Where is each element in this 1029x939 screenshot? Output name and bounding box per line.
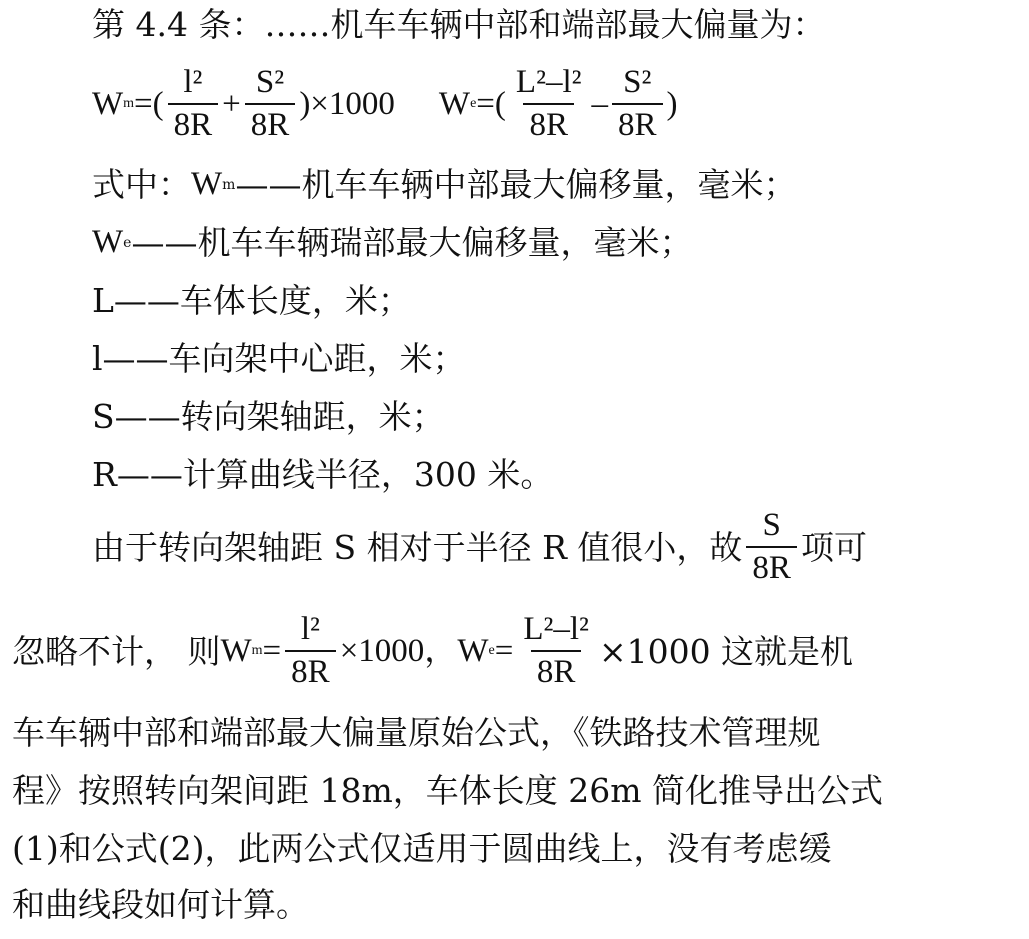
wm-subscript: m bbox=[123, 96, 135, 111]
simplified-wm-den: 8R bbox=[285, 650, 336, 689]
wm-fraction-2-num: S² bbox=[255, 64, 285, 100]
we-tail: ) bbox=[666, 85, 678, 122]
simplified-we-tail: ×1000 这就是机 bbox=[598, 631, 854, 671]
explanation-line-6 bbox=[12, 885, 309, 924]
we-fraction-2-den: 8R bbox=[612, 103, 663, 142]
definition-R bbox=[92, 455, 554, 494]
wm-tail: )×1000 bbox=[299, 85, 395, 122]
simplified-we-num: L²–l² bbox=[523, 611, 589, 647]
wm-fraction-1 bbox=[168, 66, 219, 142]
explanation-lead-tail: 项可 bbox=[800, 527, 867, 567]
we-fraction-1-den: 8R bbox=[523, 103, 574, 142]
explanation-line-1 bbox=[92, 508, 867, 586]
we-minus: – bbox=[591, 85, 609, 122]
simplified-wm-num: l² bbox=[300, 611, 320, 647]
definition-l bbox=[92, 339, 466, 378]
wm-fraction-1-den: 8R bbox=[168, 103, 219, 142]
wm-fraction-2 bbox=[245, 66, 296, 142]
simplified-we-subscript: e bbox=[488, 643, 495, 658]
we-def-text: ——机车车辆瑞部最大偏移量，毫米； bbox=[131, 223, 693, 262]
we-def-symbol: W bbox=[92, 224, 124, 260]
S-def-text: S——转向架轴距，米； bbox=[92, 397, 445, 436]
simplified-we-eq: = bbox=[494, 632, 514, 669]
we-fraction-1-num: L²–l² bbox=[515, 64, 582, 100]
definition-wm bbox=[92, 165, 797, 204]
explanation-line-6-text: 和曲线段如何计算。 bbox=[12, 885, 309, 924]
definition-S bbox=[92, 397, 445, 436]
wm-symbol: W bbox=[92, 85, 124, 122]
we-def-subscript: e bbox=[123, 234, 132, 251]
wm-open: =( bbox=[134, 85, 164, 122]
definition-we bbox=[92, 223, 693, 262]
we-subscript: e bbox=[470, 96, 477, 111]
definition-intro: 式中： bbox=[92, 165, 191, 204]
L-def-text: L——车体长度，米； bbox=[92, 281, 411, 320]
wm-def-subscript: m bbox=[222, 176, 236, 193]
we-fraction-2-num: S² bbox=[623, 64, 652, 100]
explanation-line-5-text: (1)和公式(2)，此两公式仅适用于圆曲线上，没有考虑缓 bbox=[12, 829, 832, 868]
simplified-we-den: 8R bbox=[531, 650, 582, 689]
simplified-wm-tail: ×1000， bbox=[339, 632, 458, 669]
s-over-8r-fraction bbox=[746, 509, 797, 585]
formula-block bbox=[92, 64, 678, 144]
simplified-we-symbol: W bbox=[457, 632, 489, 669]
wm-fraction-1-num: l² bbox=[183, 64, 203, 100]
wm-fraction-2-den: 8R bbox=[245, 103, 296, 142]
wm-def-symbol: W bbox=[191, 166, 223, 202]
simplified-wm-subscript: m bbox=[251, 643, 263, 658]
explanation-lead: 由于转向架轴距 S 相对于半径 R 值很小，故 bbox=[92, 527, 743, 567]
definition-L bbox=[92, 281, 411, 320]
wm-def-text: ——机车车辆中部最大偏移量，毫米； bbox=[235, 165, 797, 204]
explanation-line-2 bbox=[12, 612, 853, 690]
explanation-line-4-text: 程》按照转向架间距 18m，车体长度 26m 简化推导出公式 bbox=[12, 771, 884, 810]
simplified-wm-symbol: W bbox=[220, 632, 252, 669]
we-fraction-1 bbox=[510, 66, 588, 142]
simplified-we-fraction bbox=[517, 613, 595, 689]
simplified-wm-fraction bbox=[285, 613, 336, 689]
we-open: =( bbox=[476, 85, 506, 122]
we-fraction-2 bbox=[612, 66, 663, 142]
wm-plus: + bbox=[222, 85, 241, 122]
explanation-line-3-text: 车车辆中部和端部最大偏量原始公式，《铁路技术管理规 bbox=[12, 713, 821, 752]
explanation-line-4 bbox=[12, 771, 884, 810]
article-heading bbox=[92, 5, 826, 44]
we-symbol: W bbox=[438, 85, 471, 122]
explanation-line2-start: 忽略不计， 则 bbox=[12, 631, 221, 671]
explanation-line-3 bbox=[12, 713, 821, 752]
simplified-wm-eq: = bbox=[262, 632, 282, 669]
s-over-8r-den: 8R bbox=[746, 546, 797, 585]
article-heading-text: 第 4.4 条：……机车车辆中部和端部最大偏量为： bbox=[92, 5, 826, 44]
l-def-text: l——车向架中心距，米； bbox=[92, 339, 466, 378]
R-def-text: R——计算曲线半径，300 米。 bbox=[92, 455, 554, 494]
explanation-line-5 bbox=[12, 829, 832, 868]
s-over-8r-num: S bbox=[762, 507, 781, 543]
